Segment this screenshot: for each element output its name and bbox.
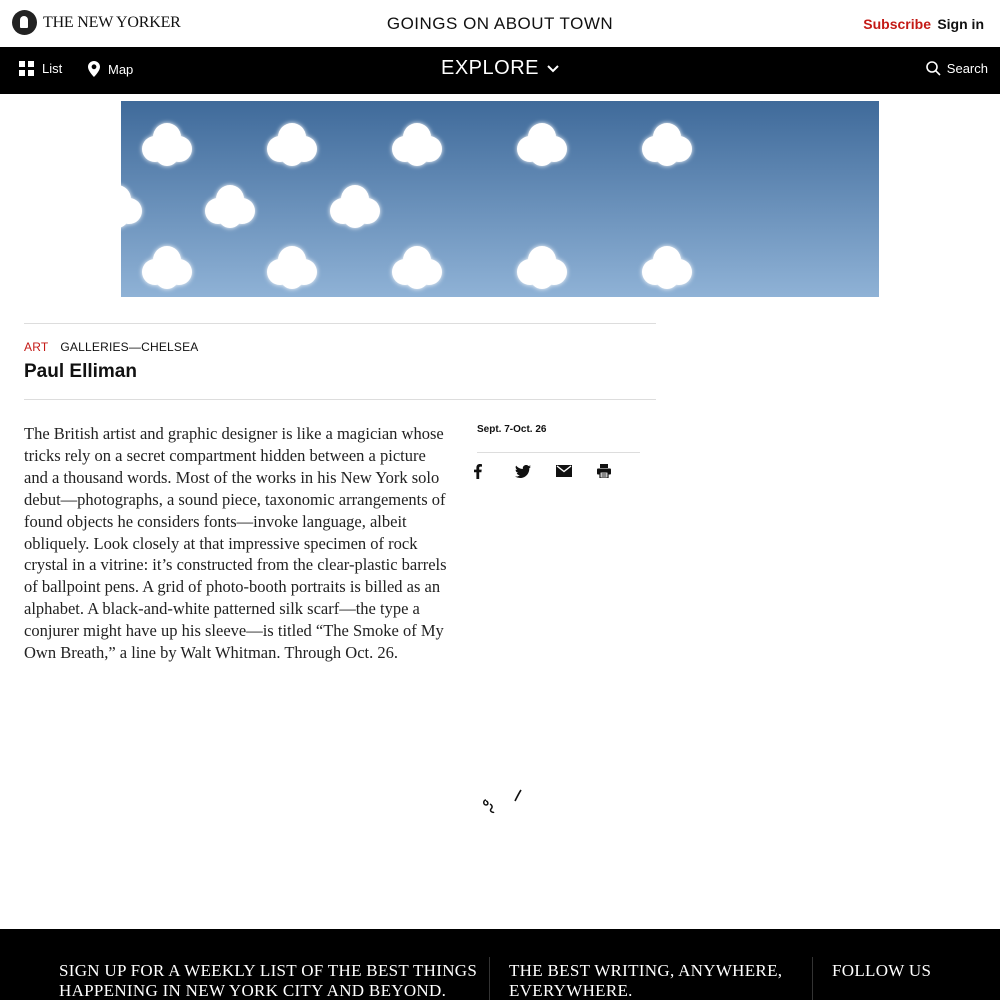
list-label: List xyxy=(42,61,63,76)
signin-link[interactable]: Sign in xyxy=(937,16,984,32)
list-view-button[interactable] xyxy=(19,61,62,76)
print-icon xyxy=(597,464,611,478)
location-link[interactable]: GALLERIES—CHELSEA xyxy=(60,340,199,354)
footer-divider xyxy=(812,957,813,1000)
hero-image xyxy=(121,101,879,297)
footer xyxy=(0,929,1000,1000)
twitter-share-button[interactable] xyxy=(515,462,556,480)
print-button[interactable] xyxy=(597,462,638,480)
category-link[interactable]: ART xyxy=(24,340,49,354)
search-icon xyxy=(926,61,941,76)
site-logo[interactable] xyxy=(12,10,181,35)
newsletter-signup-text[interactable]: SIGN UP FOR A WEEKLY LIST OF THE BEST THINGS HAPPENING IN NEW YORK CITY AND BEYOND. xyxy=(59,961,478,1000)
divider-bottom xyxy=(24,399,656,400)
article-body: The British artist and graphic designer is like a magician whose tricks rely on a secret compartment hidden between a picture and a thousand words. Most of the works in his New York solo debut—photographs, a sound piece, taxonomic arrangements of found objects he considers fonts—invoke language, albeit obliquely. Look closely at that impressive specimen of rock crystal in a vitrine: it’s constructed from the clear-plastic barrels of ballpoint pens. A grid of photo-booth portraits is billed as an alphabet. A black-and-white patterned silk scarf—the type a conjurer might have up his sleeve—is titled “The Smoke of My Own Breath,” a line by Walt Whitman. Through Oct. 26. xyxy=(24,424,447,663)
side-divider xyxy=(477,452,640,453)
loading-icon xyxy=(480,786,524,821)
chevron-down-icon xyxy=(547,65,559,73)
logo-text: THE NEW YORKER xyxy=(43,13,181,31)
map-pin-icon xyxy=(88,61,100,77)
top-bar xyxy=(0,0,1000,47)
explore-dropdown[interactable] xyxy=(441,57,559,80)
nav-bar xyxy=(0,47,1000,94)
share-bar xyxy=(474,462,638,480)
logo-icon xyxy=(12,10,37,35)
subscribe-link[interactable]: Subscribe xyxy=(863,16,931,32)
event-dates: Sept. 7-Oct. 26 xyxy=(477,424,547,435)
search-button[interactable] xyxy=(926,61,988,76)
footer-tagline: THE BEST WRITING, ANYWHERE, EVERYWHERE. xyxy=(509,961,783,1000)
search-label: Search xyxy=(946,61,988,76)
divider-top xyxy=(24,323,656,324)
explore-wrap xyxy=(0,57,1000,80)
email-share-button[interactable] xyxy=(556,462,597,480)
explore-label: EXPLORE xyxy=(441,57,539,79)
email-icon xyxy=(556,465,572,477)
facebook-icon xyxy=(474,464,482,479)
section-title[interactable]: GOINGS ON ABOUT TOWN xyxy=(386,14,614,33)
article-title: Paul Elliman xyxy=(24,361,137,382)
footer-divider xyxy=(489,957,490,1000)
facebook-share-button[interactable] xyxy=(474,462,515,480)
map-view-button[interactable] xyxy=(88,61,133,77)
rubric xyxy=(24,340,199,354)
cloud-pattern-image xyxy=(121,101,879,297)
map-label: Map xyxy=(108,61,134,77)
twitter-icon xyxy=(515,465,531,478)
follow-us-heading: FOLLOW US xyxy=(832,961,932,980)
grid-icon xyxy=(19,61,34,76)
